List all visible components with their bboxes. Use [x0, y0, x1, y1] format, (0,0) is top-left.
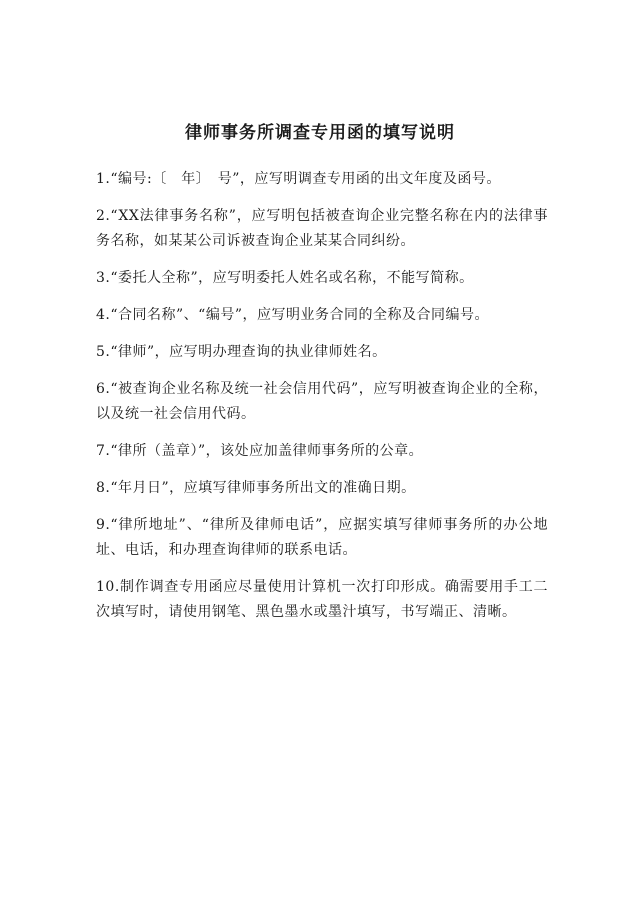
instruction-item-7: 7.“律所（盖章）”，该处应加盖律师事务所的公章。 [96, 443, 424, 459]
instruction-item-1: 1.“编号:〔 年〕 号”，应写明调查专用函的出文年度及函号。 [96, 171, 501, 187]
document-title: 律师事务所调查专用函的填写说明 [185, 123, 455, 143]
instruction-item-2: 2.“XX法律事务名称”，应写明包括被查询企业完整名称在内的法律事务名称，如某某公司诉被查询企业某某合同纠纷。 [96, 208, 548, 249]
instruction-item-6: 6.“被查询企业名称及统一社会信用代码”，应写明被查询企业的全称，以及统一社会信用代码。 [96, 381, 548, 422]
instruction-item-9: 9.“律所地址”、“律所及律师电话”，应据实填写律师事务所的办公地址、电话，和办理查询律师的联系电话。 [96, 517, 548, 558]
instruction-list [96, 167, 548, 637]
instruction-item-10: 10.制作调查专用函应尽量使用计算机一次打印形成。确需要用手工二次填写时，请使用钢笔、黑色墨水或墨汁填写，书写端正、清晰。 [96, 579, 548, 620]
instruction-item-3: 3.“委托人全称”，应写明委托人姓名或名称，不能写简称。 [96, 270, 474, 286]
instruction-item-5: 5.“律师”，应写明办理查询的执业律师姓名。 [96, 344, 387, 360]
instruction-item-4: 4.“合同名称”、“编号”，应写明业务合同的全称及合同编号。 [96, 307, 489, 323]
instruction-item-8: 8.“年月日”，应填写律师事务所出文的准确日期。 [96, 480, 416, 496]
